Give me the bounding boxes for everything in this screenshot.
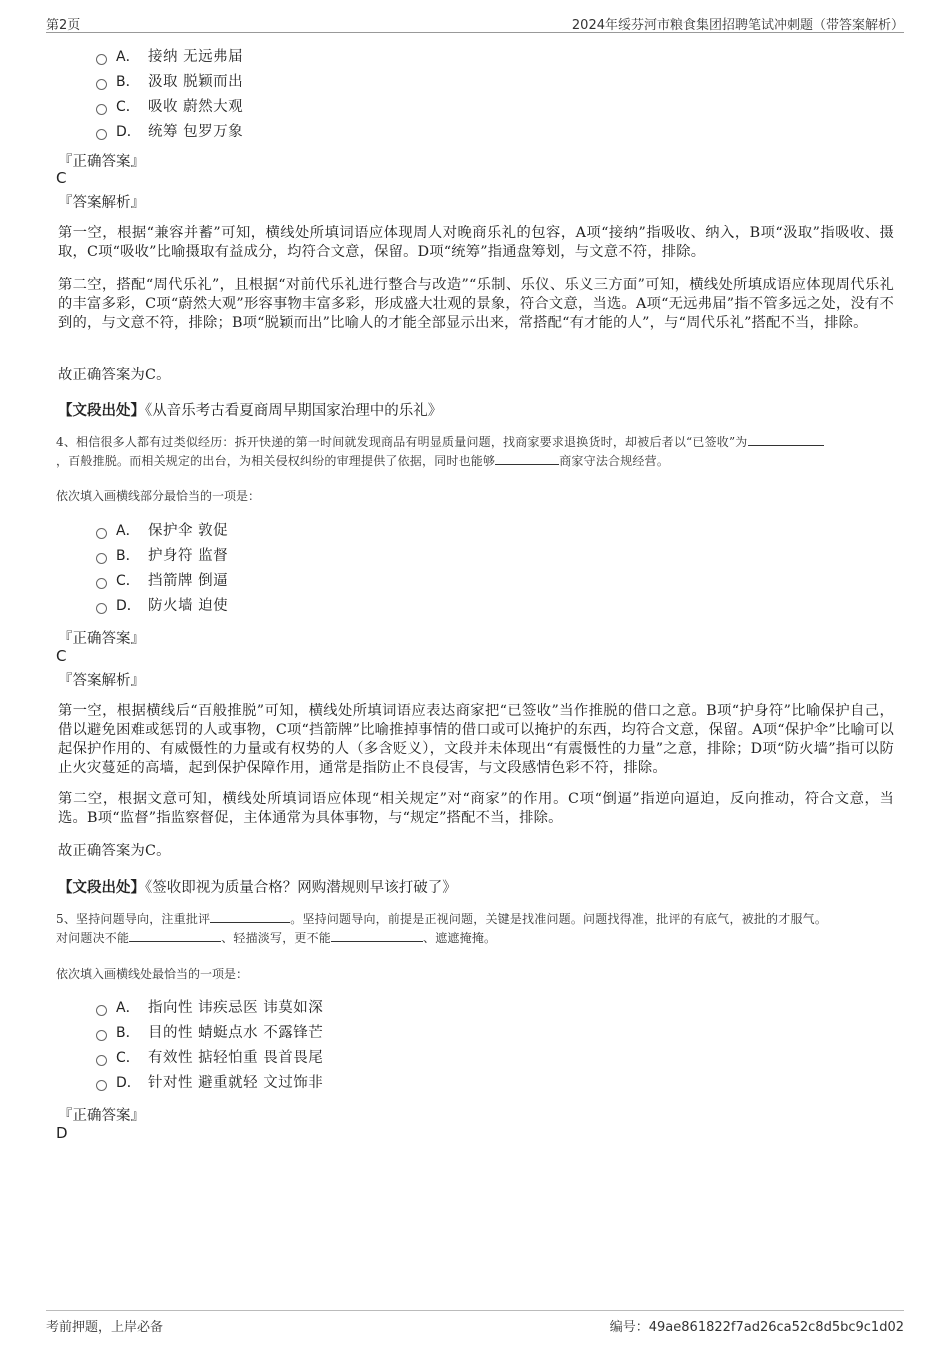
q3-options [96,45,243,145]
q4-blank-1 [748,433,824,446]
q3-analysis-3: 故正确答案为C。 [58,367,171,383]
q4-answer: C [56,647,67,665]
q4-question-text: 4、相信很多人都有过类似经历：拆开快递的第一时间就发现商品有明显质量问题，找商家要求退换货时，却被后者以“已签收”为 ，百般推脱。而相关规定的出台，为相关侵权纠纷的审理提供了依据，同时也能够 商家守法合规经营。 [56,433,896,471]
q3-analysis-label: 『答案解析』 [58,195,145,211]
q4-options [96,519,228,619]
radio-icon[interactable] [96,603,107,614]
q3-option-b[interactable]: B． 汲取 脱颖而出 [96,70,243,95]
page-footer [46,1310,904,1337]
q4-analysis-label: 『答案解析』 [58,673,145,689]
q4-analysis-1: 第一空，根据横线后“百般推脱”可知，横线处所填词语应表达商家把“已签收”当作推脱的借口之意。B项“护身符”比喻保护自己，借以避免困难或惩罚的人或事物，C项“挡箭牌”比喻推掉事情的借口或可以掩护的东西，均符合文意，保留。A项“保护伞”比喻可以起保护作用的、有威慑性的力量或有权势的人（多含贬义），文段并未体现出“有震慑性的力量”之意，排除；D项“防火墙”指可以防止火灾蔓延的高墙，起到保护保障作用，通常是指防止不良侵害，与文段感情色彩不符，排除。 [58,703,894,776]
radio-icon[interactable] [96,54,107,65]
q5-option-c[interactable]: C． 有效性 掂轻怕重 畏首畏尾 [96,1046,323,1071]
q5-option-b[interactable]: B． 目的性 蜻蜓点水 不露锋芒 [96,1021,323,1046]
q4-blank-2 [495,452,559,465]
q5-options [96,996,323,1096]
q4-prompt: 依次填入画横线部分最恰当的一项是： [56,489,261,503]
q5-prompt: 依次填入画横线处最恰当的一项是： [56,967,249,981]
radio-icon[interactable] [96,79,107,90]
q3-answer: C [56,169,67,187]
document-id: 编号：49ae861822f7ad26ca52c8d5bc9c1d02 [609,1320,904,1335]
radio-icon[interactable] [96,1055,107,1066]
q4-analysis-2: 第二空，根据文意可知，横线处所填词语应体现“相关规定”对“商家”的作用。C项“倒逼”指逆向逼迫，反向推动，符合文意，当选。B项“监督”指监察督促，主体通常为具体事物，与“规定”搭配不当，排除。 [58,791,894,826]
radio-icon[interactable] [96,129,107,140]
q4-answer-label: 『正确答案』 [58,631,145,647]
radio-icon[interactable] [96,578,107,589]
radio-icon[interactable] [96,1030,107,1041]
q5-question-text: 5、坚持问题导向，注重批评 。坚持问题导向，前提是正视问题，关键是找准问题。问题找得准，批评的有底气，被批的才服气。 对问题决不能 、轻描淡写，更不能 、遮遮掩掩。 [56,912,828,945]
page-header [46,10,904,33]
q3-source: 【文段出处】《从音乐考古看夏商周早期国家治理中的乐礼》 [58,402,443,419]
q3-analysis-2: 第二空，搭配“周代乐礼”，且根据“对前代乐礼进行整合与改造”“乐制、乐仪、乐义三方面”可知，横线处所填成语应体现周代乐礼的丰富多彩，C项“蔚然大观”形容事物丰富多彩，形成盛大壮观的景象，符合文意，当选。A项“无远弗届”指不管多远之处，没有不到的，与文意不符，排除；B项“脱颖而出”比喻人的才能全部显示出来，常搭配“有才能的人”，与“周代乐礼”搭配不当，排除。 [58,277,894,331]
q3-option-c[interactable]: C． 吸收 蔚然大观 [96,95,243,120]
q4-option-d[interactable]: D． 防火墙 迫使 [96,594,228,619]
q5-option-a[interactable]: A． 指向性 讳疾忌医 讳莫如深 [96,996,323,1021]
radio-icon[interactable] [96,1005,107,1016]
q4-option-a[interactable]: A． 保护伞 敦促 [96,519,228,544]
q3-option-d[interactable]: D． 统筹 包罗万象 [96,120,243,145]
q3-option-a[interactable]: A． 接纳 无远弗届 [96,45,243,70]
q5-option-d[interactable]: D． 针对性 避重就轻 文过饰非 [96,1071,323,1096]
radio-icon[interactable] [96,528,107,539]
q4-source: 【文段出处】《签收即视为质量合格？网购潜规则早该打破了》 [58,879,457,896]
q5-blank-3 [331,929,423,942]
q3-analysis-1: 第一空，根据“兼容并蓄”可知，横线处所填词语应体现周人对晚商乐礼的包容，A项“接纳”指吸收、纳入，B项“汲取”指吸收、摄取，C项“吸收”比喻摄取有益成分，均符合文意，保留。D项“统筹”指通盘筹划，与文意不符，排除。 [58,225,894,260]
q5-answer-label: 『正确答案』 [58,1108,145,1124]
q5-blank-1 [210,910,290,923]
radio-icon[interactable] [96,553,107,564]
page-number: 第2页 [46,18,81,33]
radio-icon[interactable] [96,1080,107,1091]
q5-answer: D [56,1124,68,1142]
document-title: 2024年绥芬河市粮食集团招聘笔试冲刺题（带答案解析） [571,18,904,33]
radio-icon[interactable] [96,104,107,115]
q3-answer-label: 『正确答案』 [58,154,145,170]
q5-blank-2 [129,929,221,942]
q4-option-c[interactable]: C． 挡箭牌 倒逼 [96,569,228,594]
q4-option-b[interactable]: B． 护身符 监督 [96,544,228,569]
footer-slogan: 考前押题，上岸必备 [46,1320,164,1335]
q4-analysis-3: 故正确答案为C。 [58,843,171,859]
